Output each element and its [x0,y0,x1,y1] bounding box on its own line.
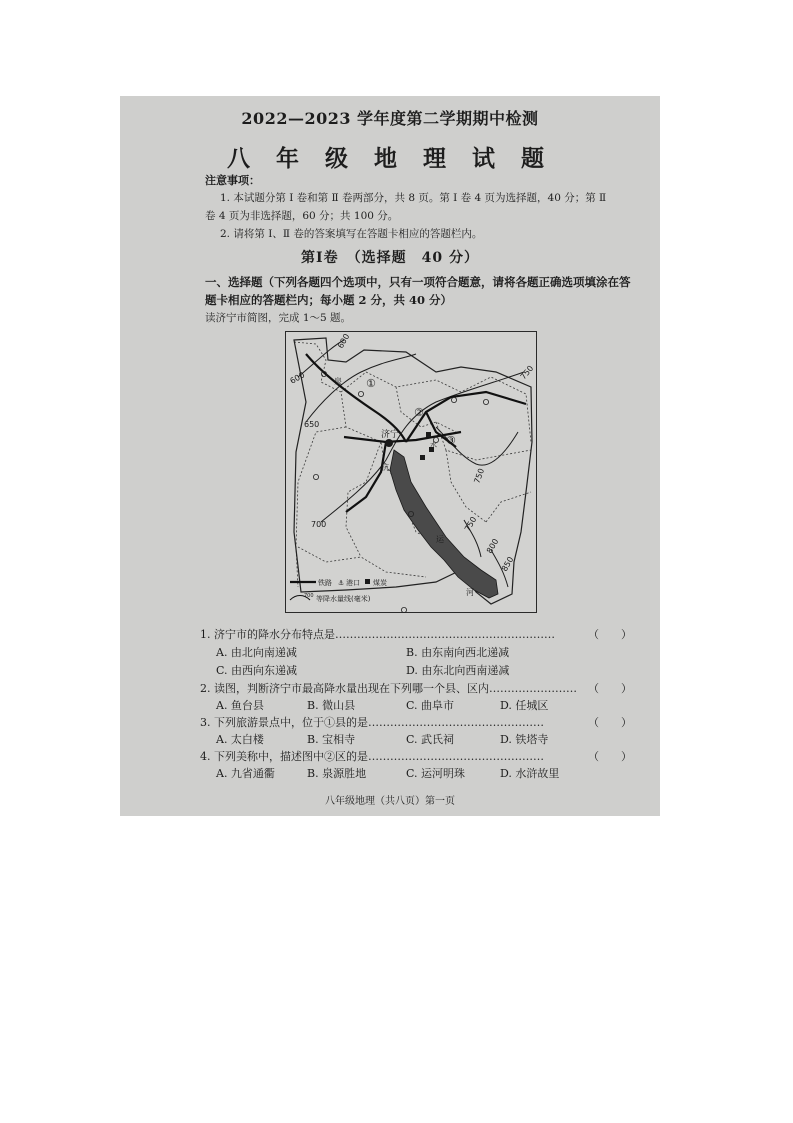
svg-text:水: 水 [430,441,437,449]
page-footer: 八年级地理（共八页）第一页 [325,796,455,807]
svg-text:河: 河 [466,588,474,597]
section-heading: 第Ⅰ卷 （选择题 40 分） [301,250,479,266]
isoline-label-750c: 750 [462,515,479,533]
answer-paren: （ ） [588,682,632,695]
isoline-label-650: 650 [304,420,320,429]
instruction-line-2: 题卡相应的答题栏内；每小题 2 分，共 40 分） [205,293,453,307]
answer-paren: （ ） [588,716,632,729]
option-b: B. 宝相寺 [307,733,356,746]
map-drawing [286,332,538,614]
option-b: B. 泉源胜地 [307,767,367,780]
map-prompt: 读济宁市简图，完成 1～5 题。 [205,312,352,324]
option-c: C. 武氏祠 [406,733,455,746]
option-d: D. 由东北向西南递减 [406,664,510,677]
option-a: A. 太白楼 [216,733,264,746]
notice-heading: 注意事项： [205,174,260,187]
option-a: A. 九省通衢 [216,767,275,780]
legend-railway-label: 铁路 [318,579,332,587]
anchor-icon: ⚓ [338,579,345,587]
city-label: 济宁 [381,430,400,440]
question-3-stem: 3. 下列旅游景点中，位于①县的是………………………………………… [200,716,544,729]
instruction-line-1: 一、选择题（下列各题四个选项中，只有一项符合题意，请将各题正确选项填涂在答 [205,275,631,289]
legend-isoline-label: 等降水量线(毫米) [316,595,371,603]
option-a: A. 由北向南递减 [216,646,297,659]
region-mark-3: ③ [446,434,456,447]
isoline-label-650a: 600 [288,370,307,386]
answer-paren: （ ） [588,750,632,763]
region-mark-1: ① [366,377,376,390]
exam-page [120,96,660,816]
legend-isoline-value: 700 [304,593,314,599]
isoline-label-750a: 750 [518,363,536,382]
answer-paren: （ ） [588,628,632,641]
coal-icon [365,579,370,584]
option-c: C. 由西向东递减 [216,664,298,677]
option-c: C. 曲阜市 [406,699,455,712]
svg-text:泉: 泉 [334,377,342,386]
isoline-label-600: 600 [335,332,352,350]
notice-line-1a: 1. 本试题分第 Ⅰ 卷和第 Ⅱ 卷两部分，共 8 页。第 Ⅰ 卷 4 页为选择题，40 分；第 Ⅱ [220,192,607,204]
option-c: C. 运河明珠 [406,767,466,780]
notice-line-2: 2. 请将第 Ⅰ、Ⅱ 卷的答案填写在答题卡相应的答题栏内。 [220,228,483,240]
question-2-stem: 2. 读图，判断济宁市最高降水量出现在下列哪一个县、区内…………………… [200,682,577,695]
exam-subtitle: 八 年 级 地 理 试 题 [226,145,554,172]
notice-line-1b: 卷 4 页为非选择题，60 分；共 100 分。 [205,210,399,222]
svg-text:杭: 杭 [381,463,389,472]
option-d: D. 水浒故里 [500,767,560,780]
option-b: B. 微山县 [307,699,356,712]
isoline-label-750b: 750 [472,467,487,485]
isoline-label-700: 700 [311,520,327,529]
legend-port-label: 港口 [346,579,360,587]
option-b: B. 由东南向西北递减 [406,646,510,659]
option-a: A. 鱼台县 [216,699,264,712]
exam-title: 2022—2023 学年度第二学期期中检测 [241,109,539,128]
question-4-stem: 4. 下列美称中，描述图中②区的是………………………………………… [200,750,544,763]
legend-coal-label: 煤炭 [373,579,387,587]
jining-map [285,331,537,613]
region-mark-2: ② [414,406,424,419]
question-1-stem: 1. 济宁市的降水分布特点是…………………………………………………… [200,628,555,641]
isoline-label-850: 850 [499,555,516,573]
option-d: D. 铁塔寺 [500,733,549,746]
option-d: D. 任城区 [500,699,549,712]
isoline-label-800: 800 [484,537,501,555]
jining-city-marker [385,439,393,447]
svg-text:运: 运 [436,535,444,544]
